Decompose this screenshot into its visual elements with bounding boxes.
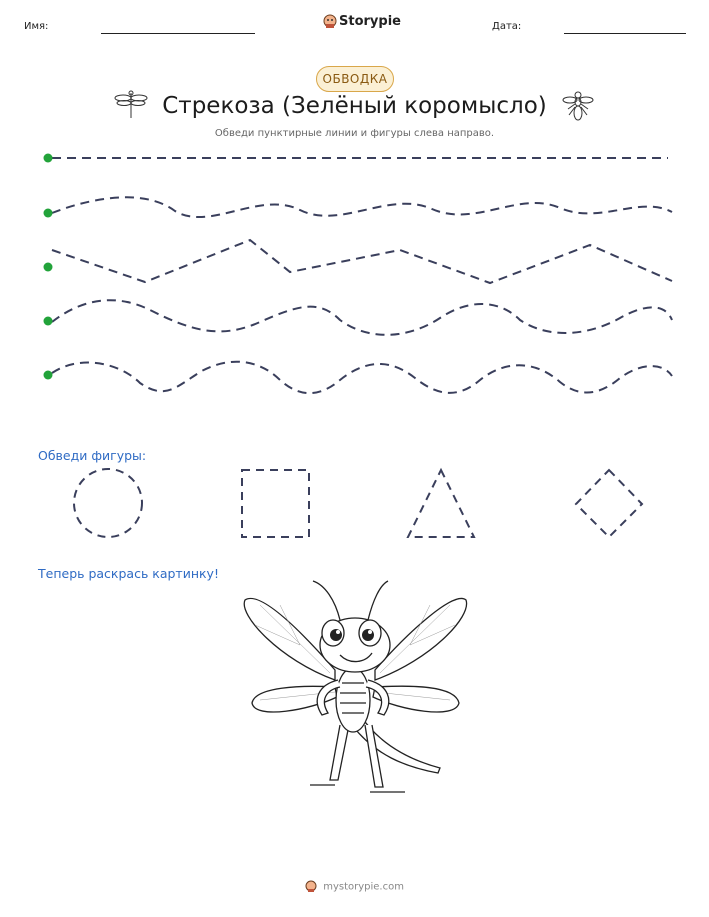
brand-name: Storypie (339, 14, 401, 29)
page-title: Стрекоза (Зелёный коромысло) (162, 93, 547, 119)
start-dot (44, 209, 53, 218)
tracing-line-wave-2[interactable] (52, 300, 672, 335)
start-dot (44, 371, 53, 380)
tracing-lines-area (0, 140, 709, 400)
start-dot (44, 263, 53, 272)
tracing-line-wave-1[interactable] (52, 197, 672, 217)
start-dot (44, 154, 53, 163)
activity-badge: ОБВОДКА (316, 66, 394, 92)
brand-logo (323, 13, 401, 33)
trace-triangle[interactable] (408, 470, 474, 537)
dragonfly-coloring-illustration[interactable] (240, 575, 470, 800)
start-dot (44, 317, 53, 326)
shapes-heading: Обведи фигуры: (38, 448, 147, 463)
coloring-heading: Теперь раскрась картинку! (38, 566, 219, 581)
tracing-line-wave-3[interactable] (52, 362, 672, 393)
date-label: Дата: (492, 21, 522, 32)
name-field-line[interactable] (101, 33, 255, 34)
footer-url[interactable]: mystorypie.com (323, 881, 404, 893)
trace-diamond[interactable] (576, 470, 642, 537)
date-field-line[interactable] (564, 33, 686, 34)
trace-square[interactable] (242, 470, 309, 537)
storypie-mascot-icon (323, 14, 337, 29)
insect-icon-right (563, 89, 593, 123)
name-label: Имя: (24, 21, 49, 32)
tracing-shapes (0, 465, 709, 545)
trace-circle[interactable] (74, 469, 142, 537)
footer (0, 880, 709, 893)
page-subtitle: Обведи пунктирные линии и фигуры слева направо. (214, 128, 495, 139)
storypie-mascot-icon (305, 880, 317, 893)
tracing-line-zigzag[interactable] (52, 240, 672, 283)
